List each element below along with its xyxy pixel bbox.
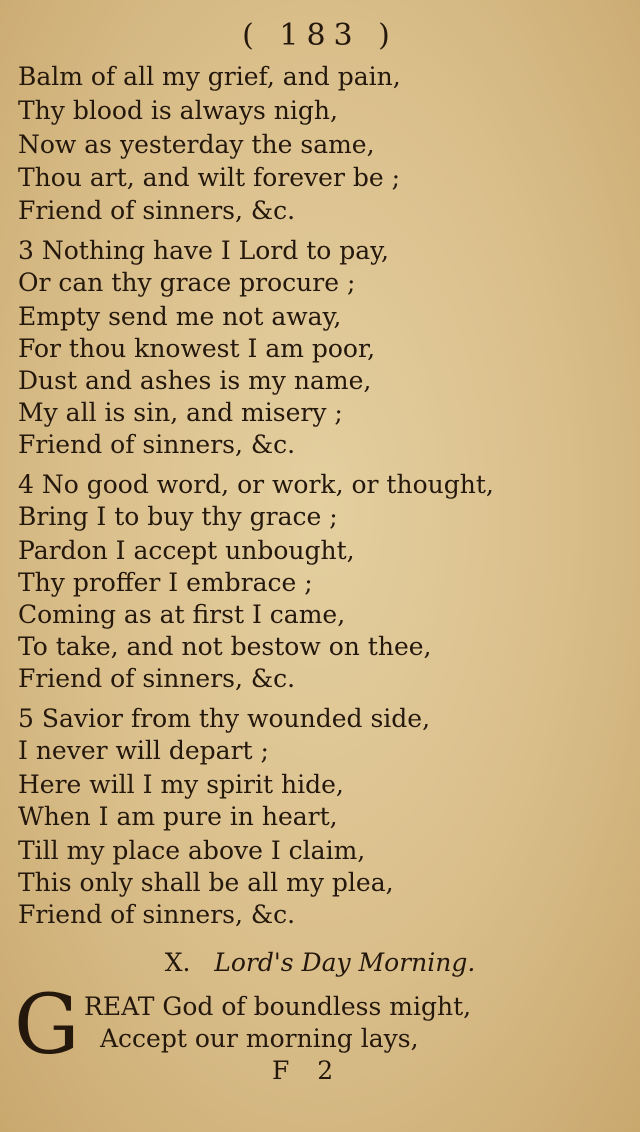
verse-line: For thou knowest I am poor, (18, 334, 376, 363)
verse-line: Empty send me not away, (18, 302, 342, 331)
verse-line: My all is sin, and misery ; (18, 398, 343, 427)
verse-line: Till my place above I claim, (18, 836, 366, 865)
verse-line: Dust and ashes is my name, (18, 366, 372, 395)
verse-line: Friend of sinners, &c. (18, 664, 296, 693)
hymn-first-line: REAT God of boundless might, (84, 992, 472, 1021)
verse-line: 4 No good word, or work, or thought, (18, 470, 494, 499)
verse-line: Balm of all my grief, and pain, (18, 62, 401, 91)
verse-line: When I am pure in heart, (18, 802, 338, 831)
verse-line: Or can thy grace procure ; (18, 268, 356, 297)
verse-line: Here will I my spirit hide, (18, 770, 344, 799)
verse-line: Bring I to buy thy grace ; (18, 502, 338, 531)
verse-line: Thy blood is always nigh, (18, 96, 338, 125)
verse-line: Thy proffer I embrace ; (18, 568, 313, 597)
hymn-second-line: Accept our morning lays, (100, 1024, 419, 1053)
hymn-title (0, 948, 640, 977)
verse-line: Friend of sinners, &c. (18, 430, 296, 459)
verse-line: Friend of sinners, &c. (18, 196, 296, 225)
signature-mark: F 2 (272, 1056, 344, 1085)
verse-line: Thou art, and wilt forever be ; (18, 163, 401, 192)
verse-line: Friend of sinners, &c. (18, 900, 296, 929)
verse-line: Coming as at first I came, (18, 600, 346, 629)
drop-cap: G (14, 978, 80, 1073)
hymn-name: Lord's Day Morning. (214, 948, 476, 977)
verse-line: Now as yesterday the same, (18, 130, 375, 159)
verse-line: 5 Savior from thy wounded side, (18, 704, 431, 733)
verse-line: I never will depart ; (18, 736, 269, 765)
verse-line: 3 Nothing have I Lord to pay, (18, 236, 389, 265)
verse-line: To take, and not bestow on thee, (18, 632, 432, 661)
verse-line: This only shall be all my plea, (18, 868, 394, 897)
hymn-number: X. (164, 948, 191, 977)
verse-line: Pardon I accept unbought, (18, 536, 355, 565)
page-number: ( 183 ) (242, 18, 398, 53)
